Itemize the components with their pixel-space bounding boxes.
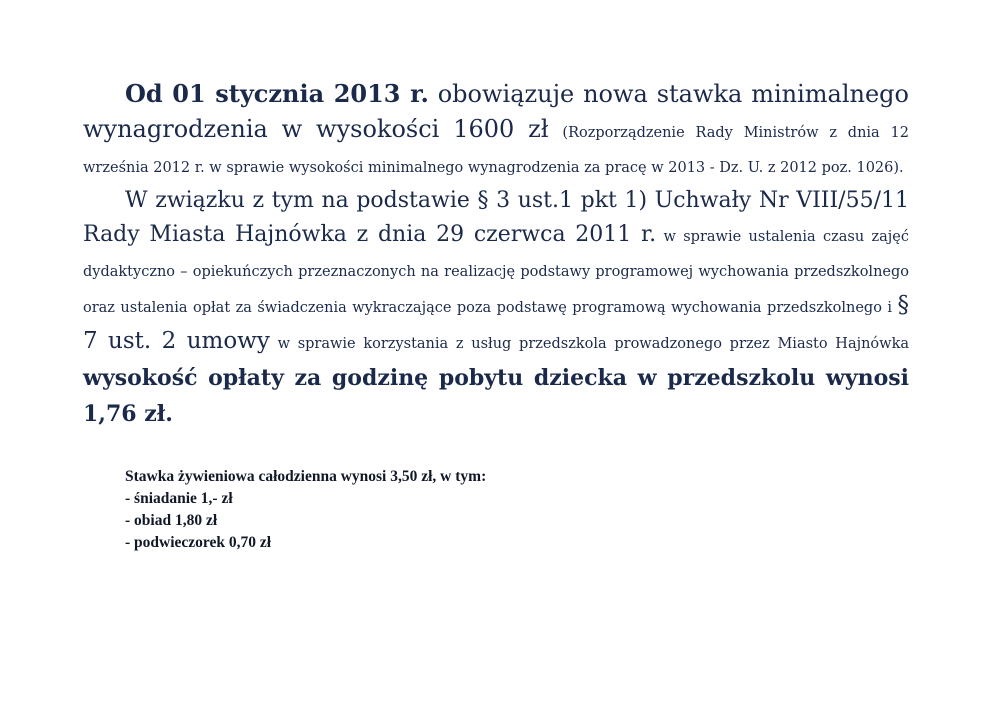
food-rate-heading: Stawka żywieniowa całodzienna wynosi 3,50 zł, w tym:: [125, 468, 487, 485]
hourly-fee-statement: wysokość opłaty za godzinę pobytu dziecka w przedszkolu wynosi 1,76 zł.: [83, 365, 909, 427]
fee-paragraph: [83, 184, 909, 432]
food-item-lunch: - obiad 1,80 zł: [125, 512, 218, 529]
food-item-breakfast: - śniadanie 1,- zł: [125, 490, 233, 507]
food-item-snack: - podwieczorek 0,70 zł: [125, 534, 272, 551]
regulation-reference: (Rozporządzenie Rady Ministrów z dnia 12 września 2012 r. w sprawie wysokości minimalnego wynagrodzenia za pracę w 2013 - Dz. U. z 2012 poz. 1026).: [83, 125, 909, 176]
minimum-wage-paragraph: [83, 76, 909, 182]
contract-detail: w sprawie korzystania z usług przedszkola prowadzonego przez Miasto Hajnówka: [269, 336, 909, 352]
resolution-intro: W związku z tym na podstawie § 3 ust.1 pkt 1) Uchwały Nr VIII/55/11 Rady Miasta Hajnówka z dnia 29 czerwca 2011 r.: [83, 188, 909, 247]
document-page: [83, 76, 909, 554]
food-rate-section: [125, 466, 909, 554]
contract-reference: § 7 ust. 2 umowy: [83, 292, 909, 354]
effective-date: Od 01 stycznia 2013 r.: [125, 79, 429, 108]
resolution-detail: w sprawie ustalenia czasu zajęć dydaktyczno – opiekuńczych przeznaczonych na realizację podstawy programowej wychowania przedszkolnego oraz ustalenia opłat za świadczenia wykraczające poza podstawę programową wychowania przedszkolnego i: [83, 229, 909, 316]
minimum-wage-text: obowiązuje nowa stawka minimalnego wynagrodzenia w wysokości 1600 zł: [83, 80, 909, 143]
